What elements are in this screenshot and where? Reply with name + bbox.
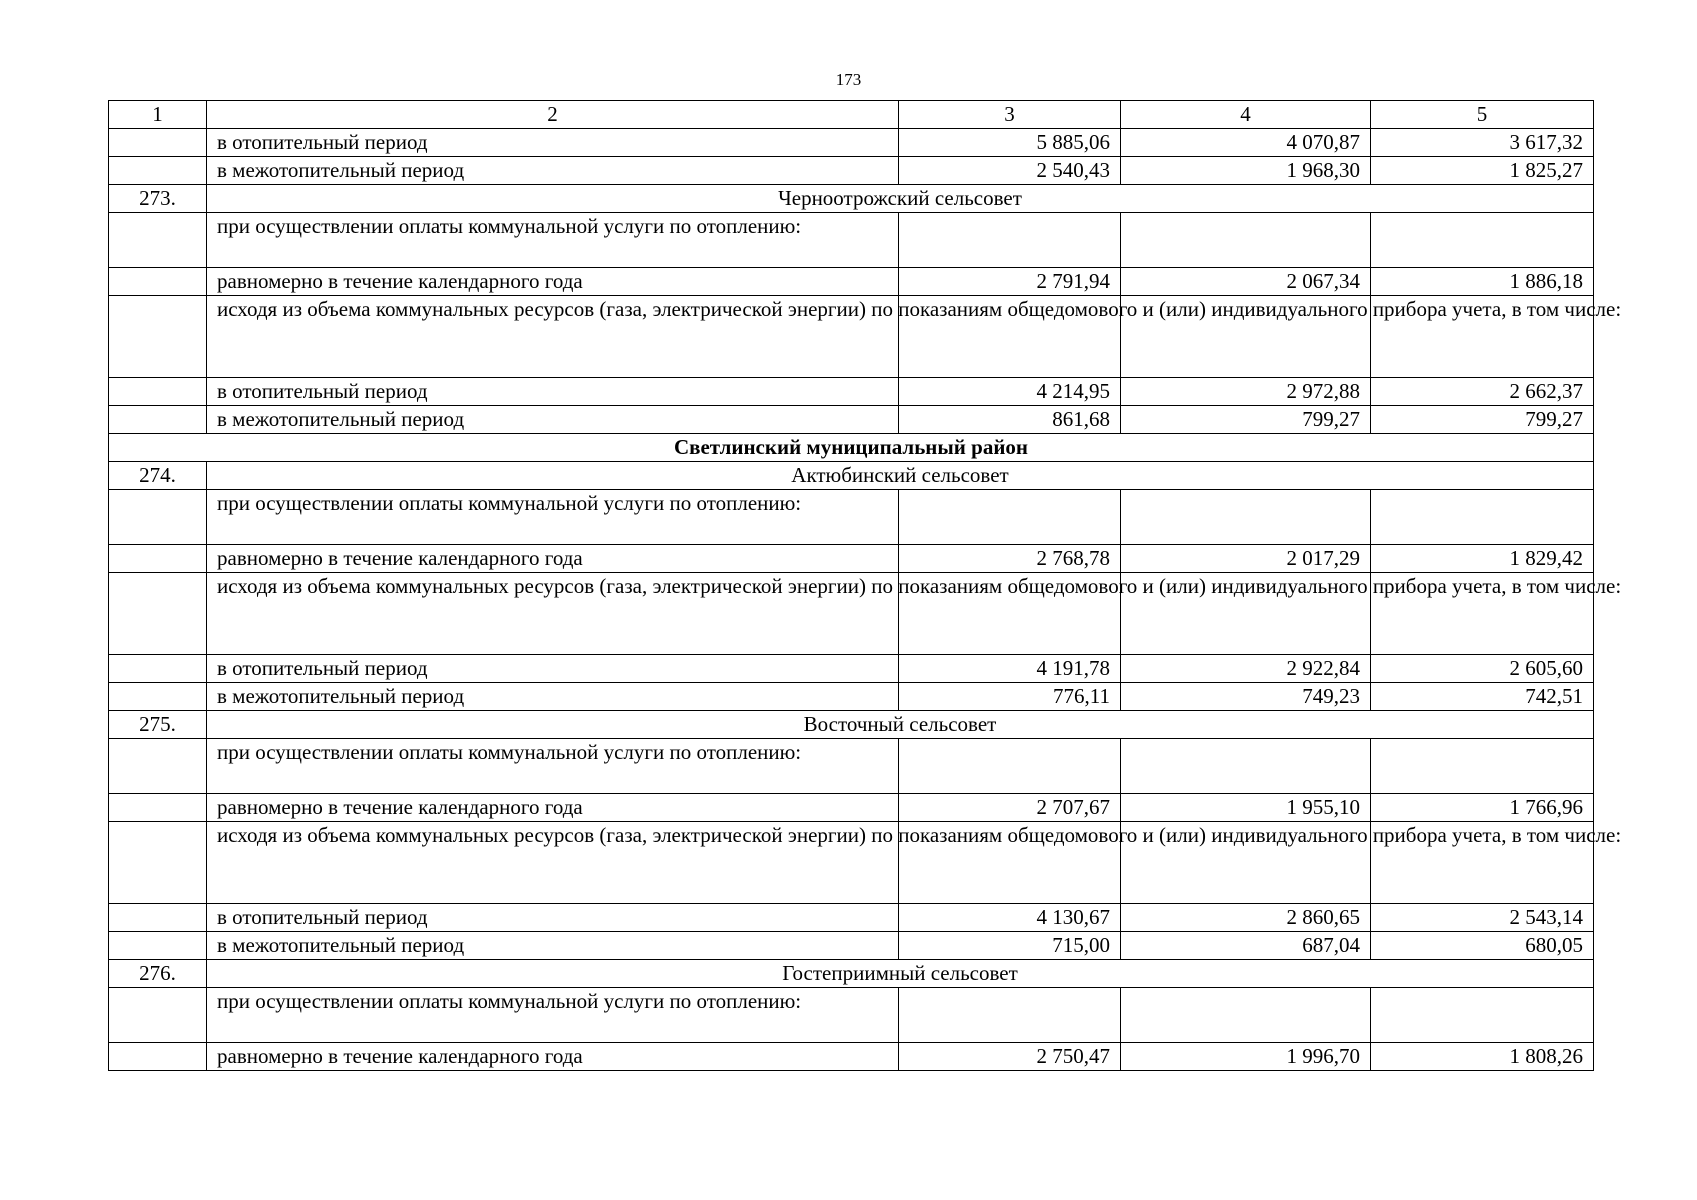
value-col-3 — [899, 213, 1121, 268]
value-col-5: 3 617,32 — [1371, 129, 1594, 157]
value-col-5: 1 825,27 — [1371, 157, 1594, 185]
value-col-4: 687,04 — [1121, 932, 1371, 960]
row-description: при осуществлении оплаты коммунальной услуги по отоплению: — [207, 213, 899, 268]
row-index-cell — [109, 406, 207, 434]
row-index-cell — [109, 268, 207, 296]
value-col-4: 2 860,65 — [1121, 904, 1371, 932]
row-index-cell — [109, 545, 207, 573]
table-row — [109, 490, 1594, 545]
value-col-3: 5 885,06 — [899, 129, 1121, 157]
row-description: в отопительный период — [207, 655, 899, 683]
row-description: равномерно в течение календарного года — [207, 545, 899, 573]
row-index-cell — [109, 378, 207, 406]
council-name: Восточный сельсовет — [207, 711, 1594, 739]
table-row — [109, 573, 1594, 655]
column-header-2: 2 — [207, 101, 899, 129]
value-col-3: 4 191,78 — [899, 655, 1121, 683]
row-index-cell — [109, 157, 207, 185]
row-index: 276. — [109, 960, 207, 988]
row-index: 273. — [109, 185, 207, 213]
row-index-cell — [109, 655, 207, 683]
value-col-4 — [1121, 213, 1371, 268]
value-col-4: 1 968,30 — [1121, 157, 1371, 185]
row-index-cell — [109, 739, 207, 794]
row-index-cell — [109, 822, 207, 904]
tariff-table-body — [109, 101, 1622, 1071]
table-row — [109, 129, 1594, 157]
table-row — [109, 739, 1594, 794]
row-index-cell — [109, 213, 207, 268]
row-description: равномерно в течение календарного года — [207, 268, 899, 296]
council-header-row — [109, 711, 1594, 739]
council-header-row — [109, 960, 1594, 988]
row-index-cell — [109, 932, 207, 960]
value-col-5: 2 543,14 — [1371, 904, 1594, 932]
value-col-4: 2 972,88 — [1121, 378, 1371, 406]
row-index-cell — [109, 683, 207, 711]
row-description: равномерно в течение календарного года — [207, 1043, 899, 1071]
row-index: 274. — [109, 462, 207, 490]
value-col-3: 861,68 — [899, 406, 1121, 434]
council-name: Черноотрожский сельсовет — [207, 185, 1594, 213]
table-row — [109, 683, 1594, 711]
row-index-cell — [109, 794, 207, 822]
value-col-5: 799,27 — [1371, 406, 1594, 434]
row-description: в отопительный период — [207, 129, 899, 157]
value-col-3 — [899, 739, 1121, 794]
value-col-5: 742,51 — [1371, 683, 1594, 711]
council-header-row — [109, 462, 1594, 490]
value-col-4: 1 996,70 — [1121, 1043, 1371, 1071]
table-row — [109, 988, 1594, 1043]
value-col-3: 2 707,67 — [899, 794, 1121, 822]
value-col-4: 1 955,10 — [1121, 794, 1371, 822]
value-col-3: 4 130,67 — [899, 904, 1121, 932]
value-col-5 — [1371, 739, 1594, 794]
value-col-5: 680,05 — [1371, 932, 1594, 960]
value-col-5 — [1371, 213, 1594, 268]
value-col-5: 1 886,18 — [1371, 268, 1594, 296]
row-description: в межотопительный период — [207, 406, 899, 434]
value-col-5: 1 808,26 — [1371, 1043, 1594, 1071]
column-header-3: 3 — [899, 101, 1121, 129]
district-name: Светлинский муниципальный район — [109, 434, 1594, 462]
table-row — [109, 378, 1594, 406]
row-description: исходя из объема коммунальных ресурсов (газа, электрической энергии) по показаниям общедомового и (или) индивидуального прибора учета, в том числе: — [207, 296, 899, 378]
row-description: исходя из объема коммунальных ресурсов (газа, электрической энергии) по показаниям общедомового и (или) индивидуального прибора учета, в том числе: — [207, 573, 899, 655]
row-index-cell — [109, 988, 207, 1043]
value-col-4: 4 070,87 — [1121, 129, 1371, 157]
value-col-4: 749,23 — [1121, 683, 1371, 711]
column-header-4: 4 — [1121, 101, 1371, 129]
column-number-header-row — [109, 101, 1594, 129]
tariff-table — [108, 100, 1622, 1071]
value-col-3: 2 750,47 — [899, 1043, 1121, 1071]
table-row — [109, 157, 1594, 185]
district-header-row — [109, 434, 1594, 462]
row-description: в отопительный период — [207, 378, 899, 406]
council-name: Гостеприимный сельсовет — [207, 960, 1594, 988]
table-row — [109, 1043, 1594, 1071]
row-description: в отопительный период — [207, 904, 899, 932]
row-index-cell — [109, 904, 207, 932]
value-col-3 — [899, 490, 1121, 545]
value-col-3: 2 791,94 — [899, 268, 1121, 296]
row-index: 275. — [109, 711, 207, 739]
value-col-5 — [1371, 988, 1594, 1043]
table-row — [109, 406, 1594, 434]
value-col-3: 776,11 — [899, 683, 1121, 711]
table-row — [109, 655, 1594, 683]
table-row — [109, 296, 1594, 378]
column-header-5: 5 — [1371, 101, 1594, 129]
row-description: при осуществлении оплаты коммунальной услуги по отоплению: — [207, 988, 899, 1043]
value-col-3: 4 214,95 — [899, 378, 1121, 406]
table-row — [109, 545, 1594, 573]
value-col-4 — [1121, 739, 1371, 794]
value-col-4: 799,27 — [1121, 406, 1371, 434]
value-col-4: 2 922,84 — [1121, 655, 1371, 683]
value-col-3: 2 768,78 — [899, 545, 1121, 573]
value-col-3: 2 540,43 — [899, 157, 1121, 185]
value-col-4 — [1121, 988, 1371, 1043]
row-description: при осуществлении оплаты коммунальной услуги по отоплению: — [207, 490, 899, 545]
table-row — [109, 932, 1594, 960]
row-description: при осуществлении оплаты коммунальной услуги по отоплению: — [207, 739, 899, 794]
row-description: в межотопительный период — [207, 932, 899, 960]
row-index-cell — [109, 1043, 207, 1071]
row-index-cell — [109, 573, 207, 655]
column-header-1: 1 — [109, 101, 207, 129]
value-col-4 — [1121, 490, 1371, 545]
value-col-5: 2 605,60 — [1371, 655, 1594, 683]
value-col-5: 1 829,42 — [1371, 545, 1594, 573]
row-index-cell — [109, 129, 207, 157]
table-row — [109, 268, 1594, 296]
row-index-cell — [109, 296, 207, 378]
table-row — [109, 904, 1594, 932]
value-col-3 — [899, 988, 1121, 1043]
page-number: 173 — [835, 70, 862, 89]
row-description: в межотопительный период — [207, 683, 899, 711]
value-col-4: 2 067,34 — [1121, 268, 1371, 296]
value-col-5 — [1371, 490, 1594, 545]
row-description: исходя из объема коммунальных ресурсов (газа, электрической энергии) по показаниям общедомового и (или) индивидуального прибора учета, в том числе: — [207, 822, 899, 904]
row-description: равномерно в течение календарного года — [207, 794, 899, 822]
value-col-3: 715,00 — [899, 932, 1121, 960]
table-row — [109, 213, 1594, 268]
table-row — [109, 794, 1594, 822]
council-name: Актюбинский сельсовет — [207, 462, 1594, 490]
value-col-5: 2 662,37 — [1371, 378, 1594, 406]
value-col-4: 2 017,29 — [1121, 545, 1371, 573]
row-index-cell — [109, 490, 207, 545]
value-col-5: 1 766,96 — [1371, 794, 1594, 822]
council-header-row — [109, 185, 1594, 213]
table-row — [109, 822, 1594, 904]
row-description: в межотопительный период — [207, 157, 899, 185]
